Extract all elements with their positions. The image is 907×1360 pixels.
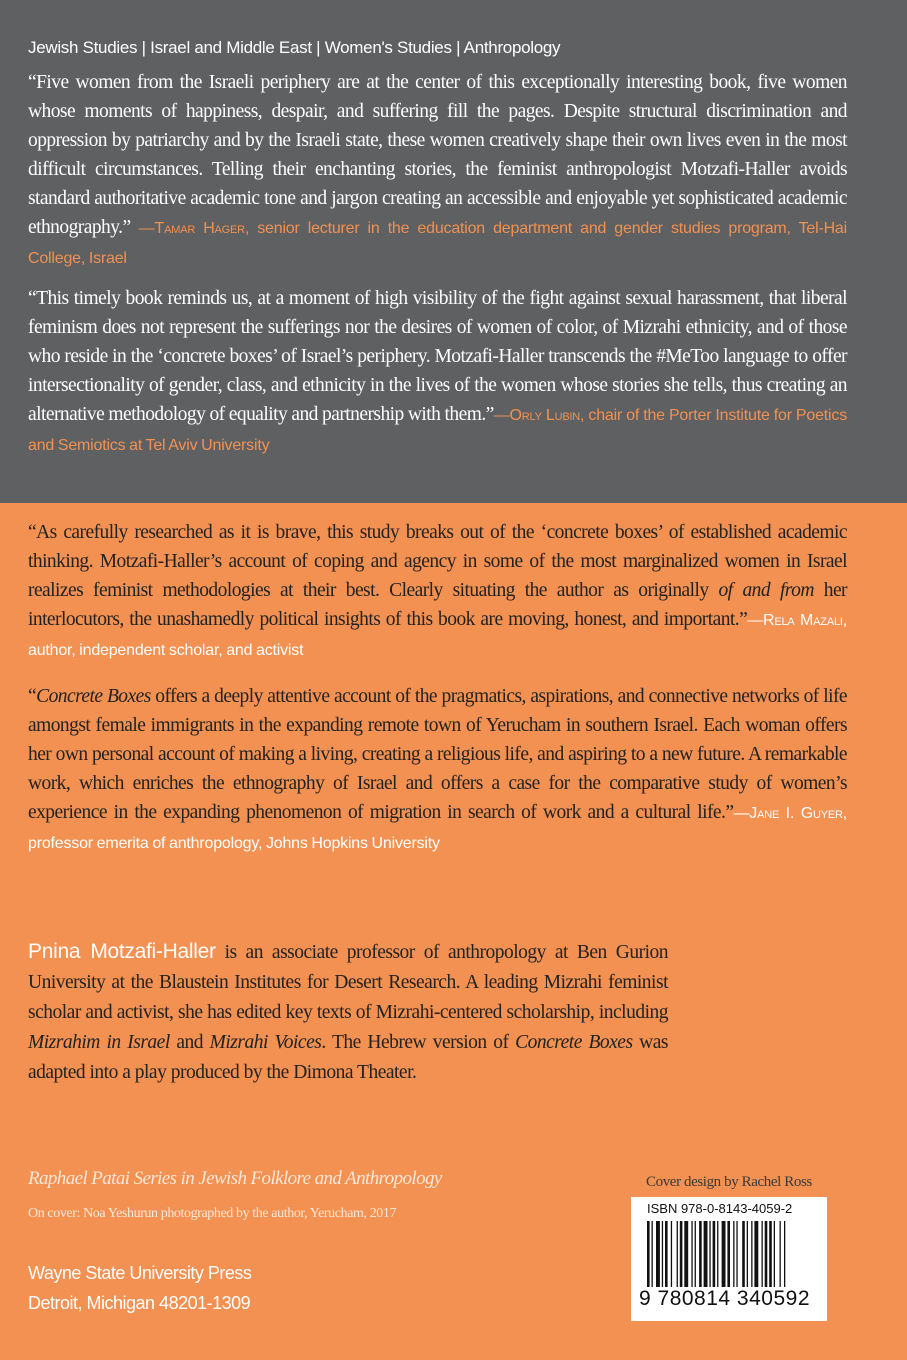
barcode-bar [704, 1221, 708, 1291]
cover-photo-credit: On cover: Noa Yeshurun photographed by the author, Yerucham, 2017 [28, 1206, 397, 1221]
series-title: Raphael Patai Series in Jewish Folklore and Anthropology [28, 1168, 442, 1189]
barcode-bar [665, 1221, 668, 1291]
text-segment: was adapted into a play produced by the Dimona Theater. [28, 1032, 669, 1083]
italic-title: Concrete Boxes [36, 686, 151, 707]
attribution-name: —Orly Lubin, [493, 407, 585, 424]
attribution-name: —Tamar Hager, [138, 220, 250, 237]
barcode-bar [762, 1221, 763, 1291]
barcode-bar [677, 1221, 678, 1291]
barcode-bar [717, 1221, 718, 1291]
barcode-bar [733, 1221, 734, 1291]
barcode-bar [691, 1221, 692, 1291]
endorsement-quote-3 [28, 518, 847, 665]
publisher-info [28, 1258, 251, 1318]
barcode-digits: 9 780814 340592 [639, 1287, 810, 1310]
isbn-text: ISBN 978-0-8143-4059-2 [647, 1201, 793, 1216]
barcode-bar [747, 1221, 748, 1291]
italic-title: Mizrahim in Israel [28, 1032, 170, 1053]
endorsement-quote-4 [28, 682, 847, 858]
text-segment: . The Hebrew version of [321, 1032, 516, 1053]
text-segment: her interlocutors, the unashamedly political insights of this book are moving, honest, and important.” [28, 580, 848, 630]
author-name: Pnina Motzafi-Haller [28, 940, 216, 963]
publisher-address: Detroit, Michigan 48201-1309 [28, 1293, 251, 1313]
text-segment: “Five women from the Israeli periphery are at the center of this exceptionally interesting book, five women whose moments of happiness, despair, and suffering fill the pages. Despite structural discrimination and oppression by patriarchy and by the Israeli state, these women creatively shape their own lives even in the most difficult circumstances. Telling their enchanting stories, the feminist anthropologist Motzafi-Haller avoids standard authoritative academic tone and jargon creating an accessible and enjoyable yet sophisticated academic ethnography.” [28, 72, 847, 238]
attribution-role: professor emerita of anthropology, Johns Hopkins University [28, 835, 440, 852]
text-segment: and [169, 1032, 210, 1053]
italic-title: Concrete Boxes [515, 1032, 633, 1053]
attribution-name: —Jane I. Guyer, [733, 805, 847, 822]
barcode-bar [684, 1221, 688, 1291]
barcode-bar [656, 1221, 660, 1291]
barcode-bar [751, 1221, 752, 1291]
subject-categories: Jewish Studies | Israel and Middle East | Women's Studies | Anthropology [28, 38, 561, 57]
text-segment: “As carefully researched as it is brave, this study breaks out of the ‘concrete boxes’ of established academic thinking. Motzafi-Haller’s account of coping and agency in some of the most marginalized women in Israel realizes feminist methodologies at their best. Clearly situating the author as originally [28, 522, 847, 601]
isbn-barcode [631, 1197, 827, 1321]
author-bio [28, 937, 668, 1088]
barcode-bar [774, 1221, 775, 1291]
text-segment: “This timely book reminds us, at a moment of high visibility of the fight against sexual harassment, that liberal feminism does not represent the sufferings nor the desires of women of color, of Mizrahi ethnicity, and of those who reside in the ‘concrete boxes’ of Israel’s periphery. Motzafi-Haller transcends the #MeToo language to offer intersectionality of gender, class, and ethnicity in the lives of the women whose stories she tells, thus creating an alternative methodology of equality and partnership with them.” [28, 288, 847, 425]
attribution-name: —Rela Mazali, [747, 612, 847, 629]
italic-title: Mizrahi Voices [209, 1032, 322, 1053]
italic-title: of and from [718, 580, 814, 601]
barcode-bar [765, 1221, 768, 1291]
cover-design-credit: Cover design by Rachel Ross [646, 1174, 812, 1190]
barcode-bar [736, 1221, 737, 1291]
attribution-role: chair of the Porter Institute for Poetics and Semiotics at Tel Aviv University [28, 407, 847, 454]
endorsement-quote-2 [28, 284, 847, 460]
barcode-bar [754, 1221, 758, 1291]
barcode-bar [699, 1221, 702, 1291]
barcode-bar [742, 1221, 745, 1291]
barcode-bar [709, 1221, 710, 1291]
endorsement-quote-1 [28, 68, 847, 273]
quote-attribution [28, 220, 847, 267]
text-segment: “ [28, 686, 37, 707]
barcode-bar [713, 1221, 716, 1291]
text-segment: is an associate professor of anthropology at Ben Gurion University at the Blaustein Institutes for Desert Research. A leading Mizrahi feminist scholar and activist, she has edited key texts of Mizrahi-centered scholarship, including [28, 942, 668, 1023]
barcode-bar [769, 1221, 772, 1291]
barcode-bar [727, 1221, 730, 1291]
barcode-bar [680, 1221, 683, 1291]
barcode-bar [722, 1221, 726, 1291]
publisher-name: Wayne State University Press [28, 1263, 252, 1283]
barcode-bar [671, 1221, 672, 1291]
barcode-bar [695, 1221, 696, 1291]
barcode-bar [662, 1221, 663, 1291]
text-segment: offers a deeply attentive account of the pragmatics, aspirations, and connective networks of life amongst female immigrants in the expanding remote town of Yerucham in southern Israel. Each woman offers her own personal account of making a living, creating a religious life, and aspiring to a new future. A remarkable work, which enriches the ethnography of Israel and offers a case for the comparative study of women’s experience in the expanding phenomenon of migration in search of work and a cultural life.” [28, 686, 847, 823]
attribution-role: author, independent scholar, and activist [28, 642, 304, 659]
attribution-role: senior lecturer in the education department and gender studies program, Tel-Hai College, Israel [28, 220, 847, 267]
